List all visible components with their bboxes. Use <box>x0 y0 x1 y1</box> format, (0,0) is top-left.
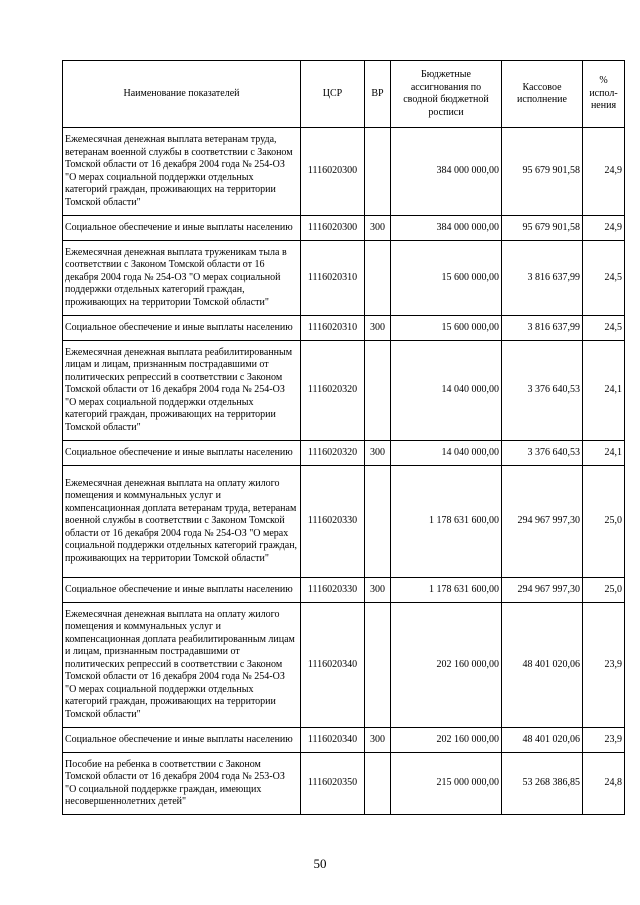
header-vr: ВР <box>365 61 391 128</box>
row-percent-cell: 25,0 <box>583 578 625 603</box>
row-csr-cell: 1116020340 <box>301 603 365 728</box>
row-cash-cell: 3 816 637,99 <box>502 241 583 316</box>
row-percent-cell: 23,9 <box>583 728 625 753</box>
row-vr-cell <box>365 128 391 216</box>
row-csr-cell: 1116020350 <box>301 753 365 815</box>
row-cash-cell: 48 401 020,06 <box>502 728 583 753</box>
row-name-cell: Ежемесячная денежная выплата труженикам тыла в соответствии с Законом Томской области от 16 декабря 2004 года № 254-ОЗ "О мерах социальной поддержки отдельных категорий граждан, проживающих на территории Томской области" <box>63 241 301 316</box>
row-budget-cell: 1 178 631 600,00 <box>391 466 502 578</box>
row-budget-cell: 202 160 000,00 <box>391 728 502 753</box>
row-percent-cell: 24,9 <box>583 128 625 216</box>
row-csr-cell: 1116020300 <box>301 128 365 216</box>
row-cash-cell: 294 967 997,30 <box>502 466 583 578</box>
header-budget: Бюджетные ассигнования по сводной бюджетной росписи <box>391 61 502 128</box>
row-budget-cell: 384 000 000,00 <box>391 128 502 216</box>
row-csr-cell: 1116020330 <box>301 466 365 578</box>
row-budget-cell: 14 040 000,00 <box>391 441 502 466</box>
row-cash-cell: 95 679 901,58 <box>502 128 583 216</box>
row-vr-cell: 300 <box>365 216 391 241</box>
table-row <box>63 441 625 466</box>
row-vr-cell <box>365 466 391 578</box>
row-vr-cell <box>365 241 391 316</box>
row-csr-cell: 1116020310 <box>301 241 365 316</box>
header-row <box>63 61 625 128</box>
row-percent-cell: 24,5 <box>583 316 625 341</box>
row-cash-cell: 3 376 640,53 <box>502 441 583 466</box>
row-name-cell: Социальное обеспечение и иные выплаты населению <box>63 441 301 466</box>
row-name-cell: Социальное обеспечение и иные выплаты населению <box>63 578 301 603</box>
row-csr-cell: 1116020330 <box>301 578 365 603</box>
row-budget-cell: 384 000 000,00 <box>391 216 502 241</box>
row-percent-cell: 25,0 <box>583 466 625 578</box>
row-csr-cell: 1116020320 <box>301 441 365 466</box>
header-percent: % испол-нения <box>583 61 625 128</box>
table-row <box>63 728 625 753</box>
header-csr: ЦСР <box>301 61 365 128</box>
row-name-cell: Ежемесячная денежная выплата ветеранам труда, ветеранам военной службы в соответствии с Законом Томской области от 16 декабря 2004 года № 254-ОЗ "О мерах социальной поддержки отдельных категорий граждан, проживающих на территории Томской области" <box>63 128 301 216</box>
row-vr-cell: 300 <box>365 316 391 341</box>
row-cash-cell: 53 268 386,85 <box>502 753 583 815</box>
row-cash-cell: 3 816 637,99 <box>502 316 583 341</box>
table-row <box>63 603 625 728</box>
row-budget-cell: 15 600 000,00 <box>391 316 502 341</box>
row-name-cell: Социальное обеспечение и иные выплаты населению <box>63 216 301 241</box>
table-row <box>63 578 625 603</box>
table-row <box>63 341 625 441</box>
row-percent-cell: 24,1 <box>583 441 625 466</box>
page-number: 50 <box>313 856 327 871</box>
table-row <box>63 753 625 815</box>
row-vr-cell <box>365 603 391 728</box>
row-csr-cell: 1116020310 <box>301 316 365 341</box>
header-name: Наименование показателей <box>63 61 301 128</box>
row-name-cell: Ежемесячная денежная выплата на оплату жилого помещения и коммунальных услуг и компенсационная доплата ветеранам труда, ветеранам военной службы в соответствии с Законом Томской области от 16 декабря 2004 года № 254-ОЗ "О мерах социальной поддержки отдельных категорий граждан, проживающих на территории Томской области" <box>63 466 301 578</box>
row-budget-cell: 14 040 000,00 <box>391 341 502 441</box>
row-budget-cell: 1 178 631 600,00 <box>391 578 502 603</box>
row-budget-cell: 215 000 000,00 <box>391 753 502 815</box>
row-name-cell: Пособие на ребенка в соответствии с Законом Томской области от 16 декабря 2004 года № 253-ОЗ "О социальной поддержке граждан, имеющих несовершеннолетних детей" <box>63 753 301 815</box>
row-vr-cell <box>365 753 391 815</box>
row-cash-cell: 48 401 020,06 <box>502 603 583 728</box>
row-percent-cell: 24,1 <box>583 341 625 441</box>
budget-table <box>62 60 625 815</box>
row-percent-cell: 23,9 <box>583 603 625 728</box>
row-csr-cell: 1116020320 <box>301 341 365 441</box>
row-budget-cell: 202 160 000,00 <box>391 603 502 728</box>
row-vr-cell: 300 <box>365 578 391 603</box>
row-budget-cell: 15 600 000,00 <box>391 241 502 316</box>
row-vr-cell <box>365 341 391 441</box>
row-percent-cell: 24,8 <box>583 753 625 815</box>
table-row <box>63 128 625 216</box>
row-cash-cell: 95 679 901,58 <box>502 216 583 241</box>
row-name-cell: Социальное обеспечение и иные выплаты населению <box>63 316 301 341</box>
row-csr-cell: 1116020300 <box>301 216 365 241</box>
row-cash-cell: 294 967 997,30 <box>502 578 583 603</box>
row-csr-cell: 1116020340 <box>301 728 365 753</box>
table-row <box>63 316 625 341</box>
row-vr-cell: 300 <box>365 728 391 753</box>
table-row <box>63 241 625 316</box>
table-row <box>63 466 625 578</box>
row-vr-cell: 300 <box>365 441 391 466</box>
row-name-cell: Ежемесячная денежная выплата на оплату жилого помещения и коммунальных услуг и компенсационная доплата реабилитированным лицам и лицам, признанным пострадавшими от политических репрессий в соответствии с Законом Томской области от 16 декабря 2004 года № 254-ОЗ "О мерах социальной поддержки отдельных категорий граждан, проживающих на территории Томской области" <box>63 603 301 728</box>
row-cash-cell: 3 376 640,53 <box>502 341 583 441</box>
table-row <box>63 216 625 241</box>
row-percent-cell: 24,5 <box>583 241 625 316</box>
row-name-cell: Ежемесячная денежная выплата реабилитированным лицам и лицам, признанным пострадавшими от политических репрессий в соответствии с Законом Томской области от 16 декабря 2004 года № 254-ОЗ "О мерах социальной поддержки отдельных категорий граждан, проживающих на территории Томской области" <box>63 341 301 441</box>
row-percent-cell: 24,9 <box>583 216 625 241</box>
row-name-cell: Социальное обеспечение и иные выплаты населению <box>63 728 301 753</box>
header-cash: Кассовое исполнение <box>502 61 583 128</box>
